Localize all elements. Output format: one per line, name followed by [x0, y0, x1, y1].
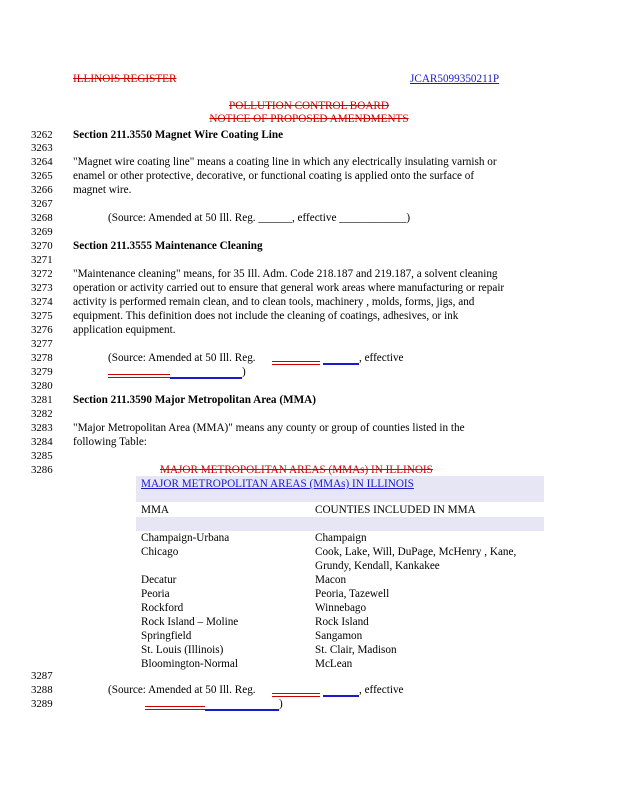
paragraph-line: application equipment.	[73, 324, 176, 336]
line-number: 3278	[31, 352, 53, 364]
col-header-counties: COUNTIES INCLUDED IN MMA	[315, 504, 476, 516]
deleted-blank-effective	[145, 706, 205, 710]
line-number: 3285	[31, 450, 53, 462]
section-heading-3550: Section 211.3550 Magnet Wire Coating Line	[73, 129, 284, 141]
source-note-3590-end: )	[279, 698, 283, 710]
table-cell-counties: Sangamon	[315, 630, 363, 642]
line-number: 3276	[31, 324, 53, 336]
register-title: ILLINOIS REGISTER	[73, 73, 177, 85]
table-cell-counties: Cook, Lake, Will, DuPage, McHenry , Kane,	[315, 546, 517, 558]
paragraph-line: activity is performed remain clean, and to clean tools, machinery , molds, forms, jigs, and	[73, 296, 475, 308]
jcar-id: JCAR5099350211P	[410, 73, 500, 85]
source-note-3550: (Source: Amended at 50 Ill. Reg. ______, effective ____________)	[108, 212, 411, 224]
table-title-deleted: MAJOR METROPOLITAN AREAS (MMAs) IN ILLINOIS	[160, 464, 433, 476]
line-number: 3265	[31, 170, 53, 182]
line-number: 3263	[31, 142, 53, 154]
paragraph-line: "Major Metropolitan Area (MMA)" means any county or group of counties listed in the	[73, 422, 465, 434]
table-cell-mma: Rock Island – Moline	[141, 616, 239, 628]
section-heading-3555: Section 211.3555 Maintenance Cleaning	[73, 240, 263, 252]
line-number: 3268	[31, 212, 53, 224]
table-cell-counties: Winnebago	[315, 602, 367, 614]
line-number: 3267	[31, 198, 53, 210]
table-cell-mma: Rockford	[141, 602, 184, 614]
source-note-3555-effective: , effective	[359, 352, 404, 364]
line-number: 3273	[31, 282, 53, 294]
table-cell-mma: St. Louis (Illinois)	[141, 644, 224, 656]
line-number: 3280	[31, 380, 53, 392]
line-number: 3262	[31, 129, 53, 141]
table-cell-mma: Peoria	[141, 588, 170, 600]
source-note-3590-prefix: (Source: Amended at 50 Ill. Reg.	[108, 684, 256, 696]
table-cell-mma: Chicago	[141, 546, 179, 558]
source-note-3555-prefix: (Source: Amended at 50 Ill. Reg.	[108, 352, 256, 364]
deleted-blank-reg	[272, 693, 320, 697]
line-number: 3272	[31, 268, 53, 280]
inserted-blank-effective	[170, 377, 242, 379]
paragraph-line: following Table:	[73, 436, 147, 448]
header-band	[136, 517, 544, 531]
line-number: 3288	[31, 684, 53, 696]
source-note-3590-effective: , effective	[359, 684, 404, 696]
line-number: 3275	[31, 310, 53, 322]
source-note-3555-end: )	[242, 366, 246, 378]
paragraph-line: "Magnet wire coating line" means a coating line in which any electrically insulating varnish or	[73, 156, 497, 168]
paragraph-line: equipment. This definition does not include the cleaning of coatings, adhesives, or ink	[73, 310, 459, 322]
line-number: 3284	[31, 436, 53, 448]
table-cell-counties: St. Clair, Madison	[315, 644, 397, 656]
line-number: 3266	[31, 184, 53, 196]
line-number: 3283	[31, 422, 53, 434]
line-number: 3271	[31, 254, 53, 266]
line-number: 3270	[31, 240, 53, 252]
paragraph-line: magnet wire.	[73, 184, 132, 196]
paragraph-line: enamel or other protective, decorative, or functional coating is applied onto the surface of	[73, 170, 475, 182]
table-cell-counties: Grundy, Kendall, Kankakee	[315, 560, 440, 572]
deleted-blank-reg	[272, 361, 320, 365]
table-cell-mma: Bloomington-Normal	[141, 658, 238, 670]
line-number: 3274	[31, 296, 53, 308]
table-cell-mma: Champaign-Urbana	[141, 532, 230, 544]
table-cell-mma: Springfield	[141, 630, 192, 642]
notice-title: NOTICE OF PROPOSED AMENDMENTS	[209, 113, 409, 125]
line-number: 3287	[31, 670, 53, 682]
line-number: 3282	[31, 408, 53, 420]
table-cell-counties: Rock Island	[315, 616, 369, 628]
table-cell-counties: Champaign	[315, 532, 367, 544]
inserted-blank-effective	[205, 709, 279, 711]
inserted-blank-reg	[323, 363, 359, 365]
section-heading-3590: Section 211.3590 Major Metropolitan Area (MMA)	[73, 394, 316, 406]
line-number: 3286	[31, 464, 53, 476]
table-cell-mma: Decatur	[141, 574, 177, 586]
paragraph-line: operation or activity carried out to ensure that general work areas where manufacturing or repair	[73, 282, 505, 294]
line-number: 3269	[31, 226, 53, 238]
line-number: 3264	[31, 156, 53, 168]
line-number: 3279	[31, 366, 53, 378]
line-number: 3281	[31, 394, 53, 406]
line-number: 3277	[31, 338, 53, 350]
table-cell-counties: McLean	[315, 658, 353, 670]
inserted-blank-reg	[323, 695, 359, 697]
line-number: 3289	[31, 698, 53, 710]
table-cell-counties: Peoria, Tazewell	[315, 588, 390, 600]
paragraph-line: "Maintenance cleaning" means, for 35 Ill. Adm. Code 218.187 and 219.187, a solvent cleaning	[73, 268, 498, 280]
col-header-mma: MMA	[141, 504, 169, 516]
board-name: POLLUTION CONTROL BOARD	[229, 100, 389, 112]
deleted-blank-effective	[108, 374, 170, 378]
table-title-inserted: MAJOR METROPOLITAN AREAS (MMAs) IN ILLINOIS	[141, 478, 414, 490]
table-cell-counties: Macon	[315, 574, 347, 586]
